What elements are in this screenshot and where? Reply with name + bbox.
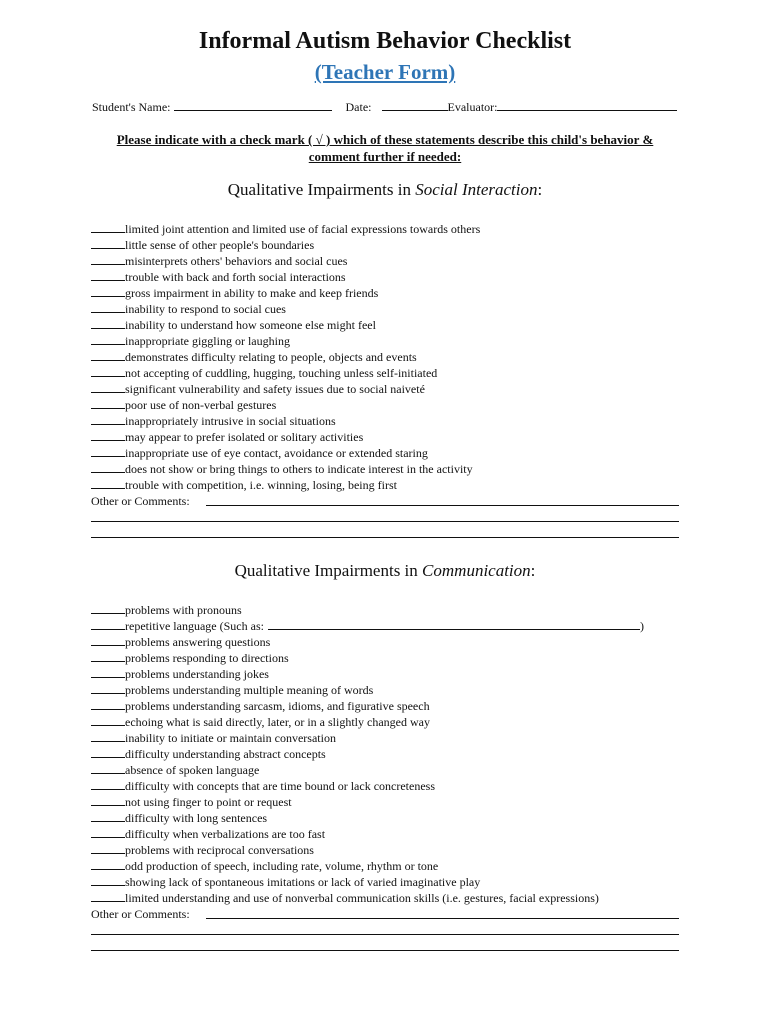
check-blank[interactable] [91,699,125,710]
check-blank[interactable] [91,238,125,249]
social-comments-line[interactable] [91,525,679,541]
social-item-label: trouble with back and forth social interactions [125,270,346,284]
check-blank[interactable] [91,334,125,345]
social-item [91,333,691,349]
social-item [91,221,691,237]
social-item-label: significant vulnerability and safety issues due to social naiveté [125,382,425,396]
communication-item [91,618,691,634]
social-item-label: inappropriately intrusive in social situations [125,414,336,428]
social-item-label: inability to understand how someone else might feel [125,318,376,332]
evaluator-field[interactable] [497,100,677,111]
communication-checklist [91,602,691,906]
social-heading-suffix: : [537,180,543,199]
communication-item [91,602,691,618]
social-item [91,461,691,477]
communication-item [91,762,691,778]
check-blank[interactable] [91,414,125,425]
social-item-label: little sense of other people's boundaries [125,238,315,252]
communication-heading-emph: Communication [422,561,531,580]
social-item-label: inappropriate use of eye contact, avoidance or extended staring [125,446,428,460]
check-blank[interactable] [91,603,125,614]
check-blank[interactable] [91,843,125,854]
communication-item-label: problems with reciprocal conversations [125,843,314,857]
social-item-label: does not show or bring things to others to indicate interest in the activity [125,462,473,476]
communication-item [91,634,691,650]
communication-comments-line[interactable] [91,938,679,954]
social-item [91,365,691,381]
communication-heading-prefix: Qualitative Impairments in [234,561,423,580]
communication-item [91,730,691,746]
communication-item-label: difficulty with long sentences [125,811,268,825]
date-label: Date: [345,100,372,114]
communication-item [91,666,691,682]
communication-item [91,890,691,906]
check-blank[interactable] [91,398,125,409]
check-blank[interactable] [91,651,125,662]
communication-item-label: difficulty with concepts that are time bound or lack concreteness [125,779,436,793]
social-comments-label: Other or Comments: [91,494,190,508]
communication-item-label: difficulty understanding abstract concepts [125,747,326,761]
check-blank[interactable] [91,222,125,233]
social-item [91,285,691,301]
communication-item [91,842,691,858]
communication-comments-line[interactable] [91,922,679,938]
communication-item-label: problems responding to directions [125,651,289,665]
social-item [91,237,691,253]
check-blank[interactable] [91,667,125,678]
communication-item [91,794,691,810]
check-blank[interactable] [91,350,125,361]
communication-item [91,826,691,842]
communication-item [91,746,691,762]
communication-heading [0,561,770,581]
communication-item-label: echoing what is said directly, later, or in a slightly changed way [125,715,430,729]
social-item [91,349,691,365]
date-field[interactable] [382,100,448,111]
check-blank[interactable] [91,715,125,726]
communication-item [91,682,691,698]
student-name-field[interactable] [174,100,332,111]
communication-item-label: problems understanding sarcasm, idioms, and figurative speech [125,699,430,713]
communication-item-label: repetitive language (Such as: [125,619,264,633]
communication-item-label: showing lack of spontaneous imitations or lack of varied imaginative play [125,875,481,889]
social-comments [91,493,679,541]
communication-item-label: problems answering questions [125,635,271,649]
check-blank[interactable] [91,683,125,694]
social-heading-emph: Social Interaction [415,180,538,199]
page-title: Informal Autism Behavior Checklist [198,28,572,54]
check-blank[interactable] [91,462,125,473]
check-blank[interactable] [91,635,125,646]
check-blank[interactable] [91,795,125,806]
communication-item [91,778,691,794]
check-blank[interactable] [91,382,125,393]
instructions: Please indicate with a check mark ( √ ) which of these statements describe this child's behavior & comment further if needed: [116,132,654,164]
social-item [91,397,691,413]
social-item [91,445,691,461]
social-item-label: inability to respond to social cues [125,302,286,316]
communication-item-label: not using finger to point or request [125,795,292,809]
social-heading-prefix: Qualitative Impairments in [227,180,416,199]
social-item-label: not accepting of cuddling, hugging, touching unless self-initiated [125,366,438,380]
communication-heading-suffix: : [530,561,536,580]
check-blank[interactable] [91,254,125,265]
communication-comments-label: Other or Comments: [91,907,190,921]
communication-item [91,650,691,666]
check-blank[interactable] [91,859,125,870]
communication-comments [91,906,679,954]
check-blank[interactable] [91,302,125,313]
student-name-label: Student's Name: [92,100,171,114]
repetitive-language-close: ) [639,619,644,633]
communication-item [91,698,691,714]
social-item-label: demonstrates difficulty relating to people, objects and events [125,350,417,364]
social-item [91,477,691,493]
social-item [91,381,691,397]
social-item [91,253,691,269]
check-blank[interactable] [91,430,125,441]
social-item-label: limited joint attention and limited use of facial expressions towards others [125,222,481,236]
communication-item-label: absence of spoken language [125,763,260,777]
check-blank[interactable] [91,366,125,377]
social-comments-line[interactable] [91,509,679,525]
check-blank[interactable] [91,811,125,822]
check-blank[interactable] [91,827,125,838]
check-blank[interactable] [91,270,125,281]
check-blank[interactable] [91,763,125,774]
info-line [92,100,677,115]
check-blank[interactable] [91,318,125,329]
social-item [91,413,691,429]
evaluator-label: Evaluator: [447,100,498,114]
communication-item-label: problems with pronouns [125,603,242,617]
social-item [91,301,691,317]
communication-item-label: odd production of speech, including rate, volume, rhythm or tone [125,859,439,873]
check-blank[interactable] [91,478,125,489]
check-blank[interactable] [91,286,125,297]
repetitive-language-field[interactable] [268,619,640,630]
check-blank[interactable] [91,779,125,790]
communication-item [91,858,691,874]
communication-item-label: inability to initiate or maintain conversation [125,731,336,745]
check-blank[interactable] [91,619,125,630]
check-blank[interactable] [91,446,125,457]
social-item [91,317,691,333]
social-item-label: inappropriate giggling or laughing [125,334,290,348]
social-item [91,269,691,285]
social-item-label: misinterprets others' behaviors and social cues [125,254,348,268]
communication-item [91,874,691,890]
social-heading [0,180,770,200]
communication-item-label: problems understanding jokes [125,667,269,681]
social-item-label: gross impairment in ability to make and keep friends [125,286,379,300]
communication-item [91,810,691,826]
social-checklist [91,221,691,493]
page-subtitle: (Teacher Form) [314,60,456,84]
communication-item-label: limited understanding and use of nonverbal communication skills (i.e. gestures, facial expressions) [125,891,599,905]
social-item-label: may appear to prefer isolated or solitary activities [125,430,364,444]
communication-item [91,714,691,730]
social-item-label: poor use of non-verbal gestures [125,398,277,412]
communication-item-label: problems understanding multiple meaning of words [125,683,374,697]
communication-item-label: difficulty when verbalizations are too fast [125,827,326,841]
social-item-label: trouble with competition, i.e. winning, losing, being first [125,478,397,492]
check-blank[interactable] [91,747,125,758]
check-blank[interactable] [91,731,125,742]
check-blank[interactable] [91,875,125,886]
social-item [91,429,691,445]
check-blank[interactable] [91,891,125,902]
